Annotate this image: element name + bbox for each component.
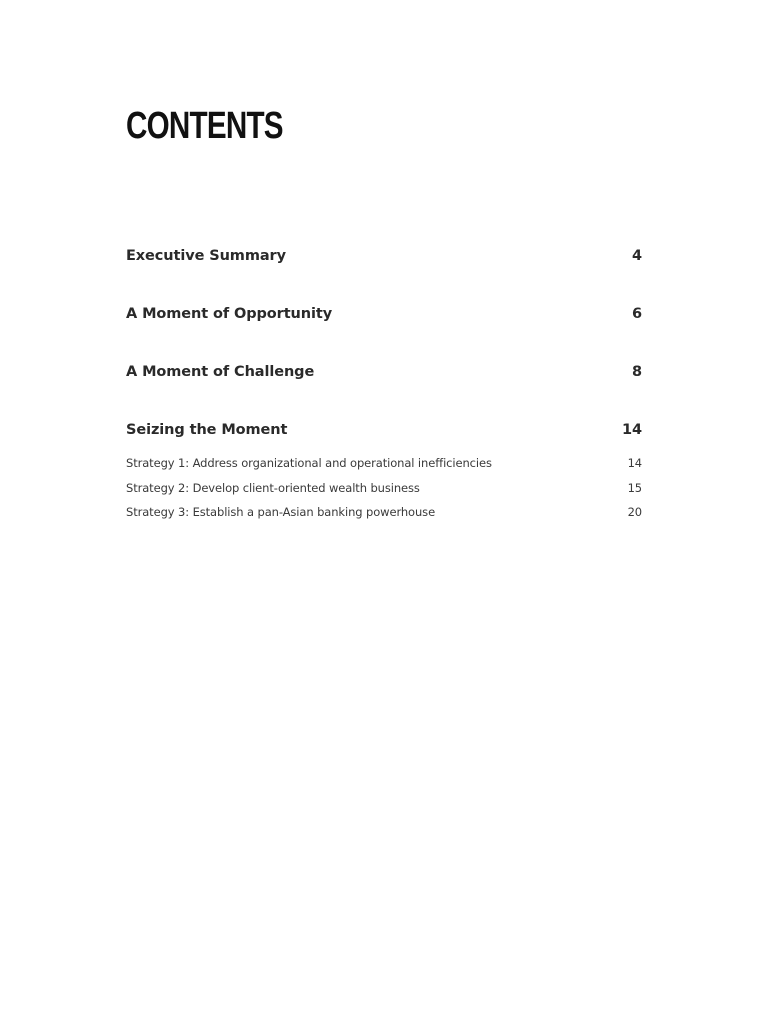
table-of-contents <box>126 244 642 529</box>
toc-entry-title: A Moment of Opportunity <box>126 306 333 322</box>
toc-entry-page-number: 4 <box>632 248 642 264</box>
toc-subentry-strategy-3[interactable] <box>126 504 642 529</box>
toc-entry-page-number: 14 <box>622 422 642 438</box>
toc-entry-seizing-the-moment[interactable] <box>126 418 642 455</box>
page-title: CONTENTS <box>126 105 283 147</box>
toc-entry-moment-of-challenge[interactable] <box>126 360 642 418</box>
toc-entry-page-number: 8 <box>632 364 642 380</box>
toc-entry-title: A Moment of Challenge <box>126 364 315 380</box>
toc-subentry-title: Strategy 2: Develop client-oriented wealth business <box>126 480 420 495</box>
toc-entry-page-number: 6 <box>632 306 642 322</box>
toc-subentry-page-number: 20 <box>627 505 642 519</box>
toc-subentry-title: Strategy 1: Address organizational and operational inefficiencies <box>126 456 492 470</box>
toc-subentry-page-number: 15 <box>627 480 642 495</box>
toc-subentry-page-number: 14 <box>627 456 642 470</box>
toc-entry-executive-summary[interactable] <box>126 244 642 302</box>
toc-subentry-strategy-2[interactable] <box>126 480 642 505</box>
toc-entry-title: Executive Summary <box>126 248 286 264</box>
toc-entry-moment-of-opportunity[interactable] <box>126 302 642 360</box>
toc-subentry-title: Strategy 3: Establish a pan-Asian banking powerhouse <box>126 505 436 519</box>
toc-subentry-strategy-1[interactable] <box>126 455 642 480</box>
toc-entry-title: Seizing the Moment <box>126 422 288 438</box>
